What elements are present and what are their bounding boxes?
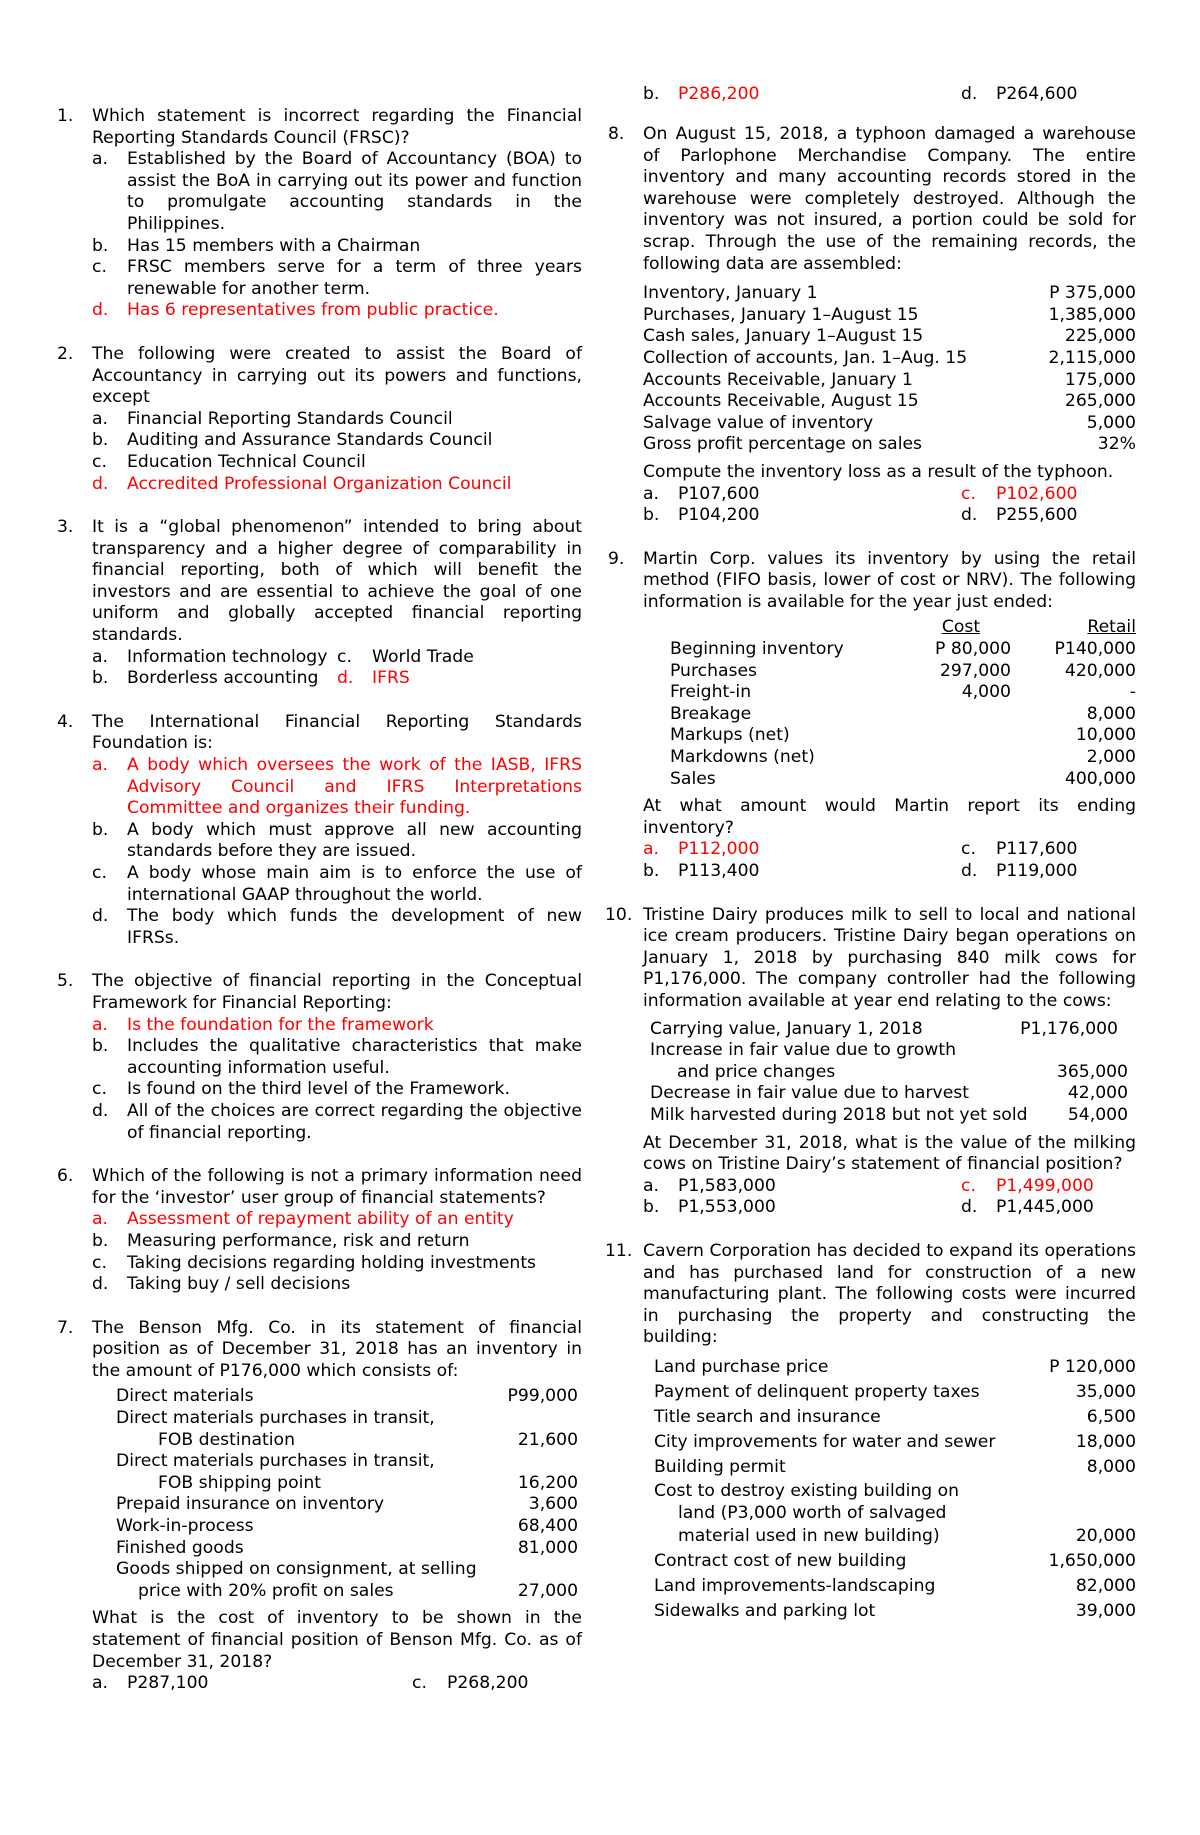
question-number: 5. — [57, 971, 74, 992]
choice-d: d. The body which funds the development of new IFRSs. — [92, 906, 582, 948]
choice-d: d. P255,600 — [961, 505, 1078, 526]
choice-b: b. P1,553,000 — [643, 1197, 776, 1218]
question-stem: Tristine Dairy produces milk to sell to local and national ice cream producers. Tristine Dairy began operations on January 1, 2018 by purchasing 840 milk cows for P1,176,000. The company controller had the following information available at year end relating to the cows: — [643, 904, 1136, 1011]
table-row: Increase in fair value due to growth — [650, 1040, 956, 1061]
choice-c: c. Education Technical Council — [92, 451, 366, 472]
question-stem: Which statement is incorrect regarding the Financial Reporting Standards Council (FRSC)? — [92, 106, 582, 148]
choices-grid — [92, 647, 582, 690]
question-prompt: Compute the inventory loss as a result of the typhoon. — [643, 461, 1114, 482]
table-row: City improvements for water and sewer 18,000 — [654, 1431, 1136, 1452]
question-prompt: What is the cost of inventory to be shown in the statement of financial position of Benson Mfg. Co. as of December 31, 2018? — [92, 1608, 582, 1672]
right-column — [605, 84, 1136, 1624]
question-4 — [57, 712, 582, 950]
question-number: 1. — [57, 106, 74, 126]
table-row: Markdowns (net) 2,000 — [670, 747, 1136, 768]
question-number: 3. — [57, 517, 74, 538]
choice-b: b. Has 15 members with a Chairman — [92, 235, 421, 256]
choice-c: c. P117,600 — [961, 839, 1078, 860]
question-number: 11. — [605, 1240, 633, 1261]
table-row: Direct materials purchases in transit, — [116, 1408, 435, 1429]
question-8 — [608, 124, 1136, 527]
choice-b: b. Includes the qualitative characteristics that make accounting information useful. — [92, 1036, 582, 1078]
table-row: Building permit 8,000 — [654, 1456, 1136, 1477]
retail-method-table — [643, 617, 1136, 790]
table-row: Breakage 8,000 — [670, 703, 1136, 724]
choices-grid — [92, 1673, 582, 1695]
question-number: 8. — [608, 124, 625, 144]
question-prompt: At what amount would Martin report its ending inventory? — [643, 796, 1136, 838]
question-number: 4. — [57, 711, 74, 732]
question-6 — [57, 1166, 582, 1296]
choice-a-answer: a. P112,000 — [643, 839, 760, 860]
table-row: FOB shipping point 16,200 — [158, 1472, 578, 1493]
table-row: Salvage value of inventory 5,000 — [643, 412, 1136, 433]
choice-d-label: d. — [961, 84, 978, 104]
question-number: 6. — [57, 1166, 74, 1187]
table-row: Purchases 297,000 420,000 — [670, 660, 1136, 681]
choice-a: a. Information technology — [92, 646, 328, 667]
choice-a-answer: a. Assessment of repayment ability of an entity — [92, 1209, 514, 1230]
table-row: Carrying value, January 1, 2018 P1,176,000 — [650, 1018, 1118, 1039]
question-stem: Martin Corp. values its inventory by using the retail method (FIFO basis, lower of cost or NRV). The following information is available for the year just ended: — [643, 548, 1136, 612]
table-row: Freight-in 4,000 - — [670, 682, 1136, 703]
table-row: land (P3,000 worth of salvaged — [678, 1502, 947, 1523]
choice-d-answer: d. Accredited Professional Organization Council — [92, 473, 512, 494]
question-10 — [605, 904, 1136, 1219]
question-9 — [608, 549, 1136, 883]
choice-b-text-answer: P286,200 — [678, 84, 760, 104]
table-row: material used in new building) 20,000 — [678, 1525, 1136, 1546]
table-row: Goods shipped on consignment, at selling — [116, 1559, 477, 1580]
choice-b: b. Measuring performance, risk and return — [92, 1230, 470, 1251]
question-number: 9. — [608, 548, 625, 569]
choice-c: c. FRSC members serve for a term of three years renewable for another term. — [92, 257, 582, 299]
choice-a: a. P287,100 — [92, 1673, 209, 1694]
dairy-cows-table — [643, 1019, 1136, 1127]
choice-d: d. P119,000 — [961, 861, 1078, 881]
building-costs-table — [643, 1355, 1136, 1624]
choice-a-answer: a. A body which oversees the work of the IASB, IFRS Advisory Council and IFRS Interpretations Committee and organizes their funding. — [92, 755, 582, 819]
choice-c: c. A body whose main aim is to enforce the use of international GAAP throughout the world. — [92, 863, 582, 905]
choice-a: a. P107,600 — [643, 483, 760, 504]
table-row: Direct materials P99,000 — [116, 1386, 578, 1407]
table-row: Milk harvested during 2018 but not yet sold 54,000 — [650, 1104, 1128, 1125]
choices-grid — [643, 1176, 1136, 1219]
question-1 — [57, 106, 582, 322]
table-row: Prepaid insurance on inventory 3,600 — [116, 1494, 578, 1515]
question-7-tail — [608, 84, 1136, 106]
table-row: and price changes 365,000 — [677, 1061, 1128, 1082]
choices-grid — [643, 839, 1136, 882]
choice-a: a. Financial Reporting Standards Council — [92, 408, 453, 429]
choice-a-answer: a. Is the foundation for the framework — [92, 1014, 434, 1035]
table-row: Cost to destroy existing building on — [654, 1480, 960, 1501]
choice-c: c. Taking decisions regarding holding investments — [92, 1252, 537, 1273]
inventory-table — [92, 1386, 582, 1602]
table-row: Accounts Receivable, August 15 265,000 — [643, 391, 1136, 412]
table-row: Markups (net) 10,000 — [670, 725, 1136, 746]
choice-c-answer: c. P102,600 — [961, 483, 1078, 504]
question-stem: Cavern Corporation has decided to expand its operations and has purchased land for construction of a new manufacturing plant. The following costs were incurred in purchasing the property and constructing the building: — [643, 1240, 1136, 1348]
cost-header: Cost — [941, 617, 981, 638]
table-row: FOB destination 21,600 — [158, 1429, 578, 1450]
left-column — [57, 106, 582, 1695]
question-stem: The Benson Mfg. Co. in its statement of financial position as of December 31, 2018 has an inventory in the amount of P176,000 which consists of: — [92, 1317, 582, 1381]
table-row: Cash sales, January 1–August 15 225,000 — [643, 326, 1136, 347]
question-3 — [57, 517, 582, 690]
choices-grid — [643, 484, 1136, 527]
choice-b: b. P104,200 — [643, 505, 760, 526]
choice-b: b. Auditing and Assurance Standards Council — [92, 430, 493, 451]
choice-a: a. Established by the Board of Accountancy (BOA) to assist the BoA in carrying out its power and function to promulgate accounting standards in the Philippines. — [92, 149, 582, 234]
question-5 — [57, 971, 582, 1144]
choice-d: d. P1,445,000 — [961, 1197, 1094, 1218]
table-row: Sales 400,000 — [670, 768, 1136, 789]
choice-c: c. Is found on the third level of the Framework. — [92, 1079, 510, 1100]
question-number: 2. — [57, 343, 74, 364]
choice-c: c. World Trade — [337, 646, 474, 667]
question-11 — [605, 1240, 1136, 1624]
choice-d: d. All of the choices are correct regarding the objective of financial reporting. — [92, 1100, 582, 1143]
question-stem: It is a “global phenomenon” intended to bring about transparency and a higher degree of comparability in financial reporting, both of which will benefit the investors and are essential to achieve the goal of one uniform and globally accepted financial reporting standards. — [92, 517, 582, 646]
question-stem: Which of the following is not a primary information need for the ‘investor’ user group of financial statements? — [92, 1166, 582, 1208]
choice-b: b. A body which must approve all new accounting standards before they are issued. — [92, 819, 582, 862]
question-7 — [57, 1318, 582, 1695]
question-2 — [57, 344, 582, 495]
choice-b-label: b. — [643, 84, 660, 104]
choice-c-answer: c. P1,499,000 — [961, 1175, 1094, 1196]
question-prompt: At December 31, 2018, what is the value of the milking cows on Tristine Dairy’s statement of financial position? — [643, 1132, 1136, 1175]
choice-d-text: P264,600 — [996, 84, 1078, 104]
question-stem: The following were created to assist the Board of Accountancy in carrying out its powers and functions, except — [92, 343, 582, 408]
choice-b: b. Borderless accounting — [92, 668, 319, 689]
choice-d-answer: d. IFRS — [337, 668, 410, 689]
choice-a: a. P1,583,000 — [643, 1175, 776, 1196]
table-header — [670, 617, 1136, 639]
choice-b: b. P113,400 — [643, 861, 760, 881]
question-number: 7. — [57, 1317, 74, 1338]
table-row: Land purchase price P 120,000 — [654, 1356, 1136, 1377]
table-row: Contract cost of new building 1,650,000 — [654, 1550, 1136, 1571]
table-row: Land improvements-landscaping 82,000 — [654, 1575, 1136, 1596]
retail-header: Retail — [1087, 617, 1136, 638]
choice-d: d. Taking buy / sell decisions — [92, 1274, 351, 1295]
table-row: Finished goods 81,000 — [116, 1537, 578, 1558]
table-row: price with 20% profit on sales 27,000 — [138, 1580, 578, 1601]
table-row: Inventory, January 1 P 375,000 — [643, 283, 1136, 304]
question-stem: The International Financial Reporting Standards Foundation is: — [92, 711, 582, 754]
table-row: Direct materials purchases in transit, — [116, 1451, 435, 1472]
question-number: 10. — [605, 904, 633, 925]
question-stem: The objective of financial reporting in the Conceptual Framework for Financial Reporting: — [92, 971, 582, 1013]
table-row: Accounts Receivable, January 1 175,000 — [643, 369, 1136, 390]
table-row: Beginning inventory P 80,000 P140,000 — [670, 639, 1136, 660]
table-row: Decrease in fair value due to harvest 42,000 — [650, 1083, 1128, 1104]
table-row: Payment of delinquent property taxes 35,000 — [654, 1381, 1136, 1402]
table-row: Gross profit percentage on sales 32% — [643, 434, 1136, 455]
table-row: Work-in-process 68,400 — [116, 1516, 578, 1537]
table-row: Title search and insurance 6,500 — [654, 1406, 1136, 1427]
question-stem: On August 15, 2018, a typhoon damaged a warehouse of Parlophone Merchandise Company. The entire inventory and many accounting records stored in the warehouse were completely destroyed. Although the inventory was not insured, a portion could be sold for scrap. Through the use of the remaining records, the following data are assembled: — [643, 124, 1136, 274]
typhoon-data-table — [643, 283, 1136, 456]
choice-d-answer: d. Has 6 representatives from public practice. — [92, 300, 499, 321]
table-row: Purchases, January 1–August 15 1,385,000 — [643, 304, 1136, 325]
table-row: Sidewalks and parking lot 39,000 — [654, 1600, 1136, 1621]
choice-c: c. P268,200 — [412, 1673, 529, 1694]
table-row: Collection of accounts, Jan. 1–Aug. 15 2,115,000 — [643, 347, 1136, 368]
